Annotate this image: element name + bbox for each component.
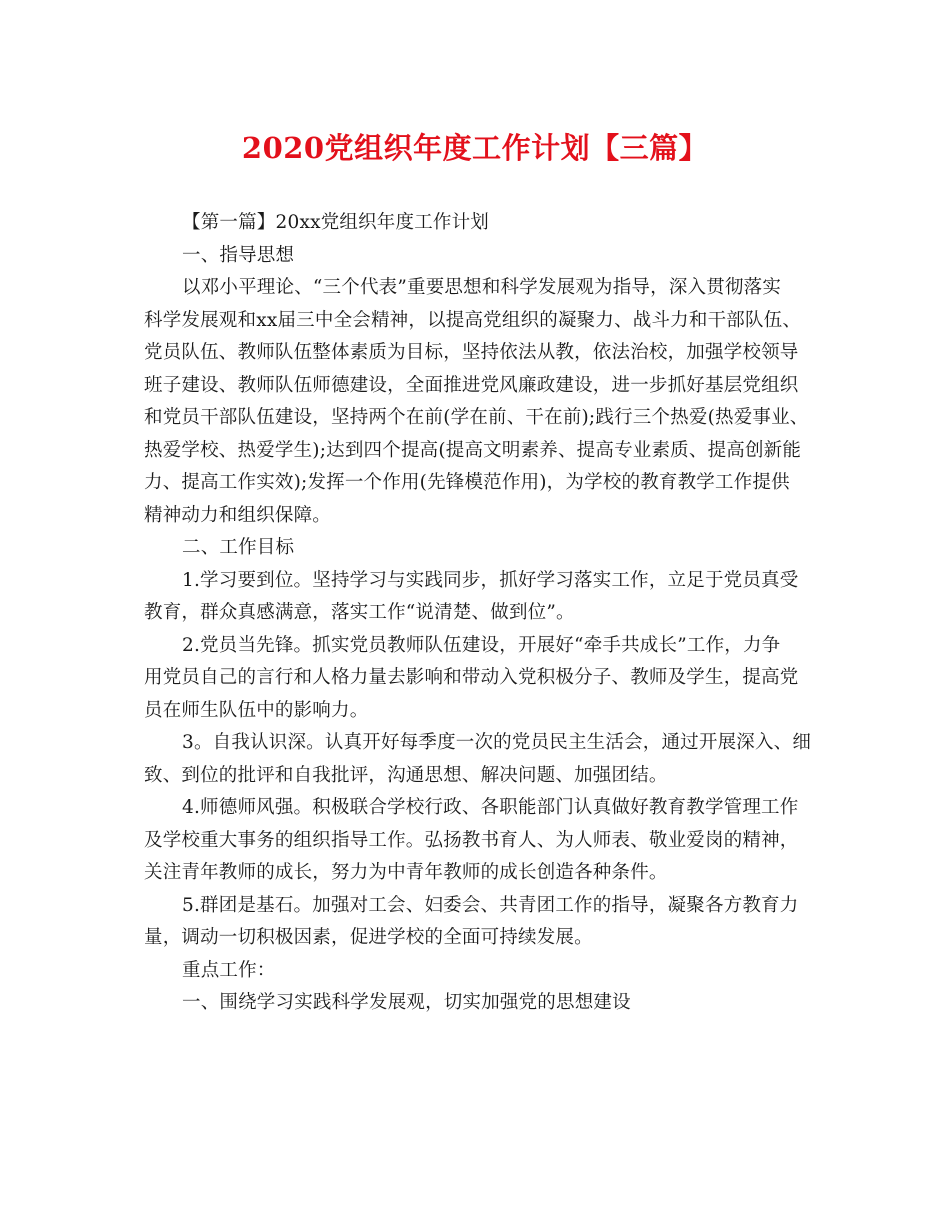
text-line: 教育，群众真感满意，落实工作“说清楚、做到位”。 xyxy=(144,602,575,623)
text-line: 员在师生队伍中的影响力。 xyxy=(144,699,369,721)
text-line: 3。自我认识深。认真开好每季度一次的党员民主生活会，通过开展深入、细 xyxy=(182,732,812,753)
text-line: 热爱学校、热爱学生);达到四个提高(提高文明素养、提高专业素质、提高创新能 xyxy=(144,439,802,461)
text-line: 用党员自己的言行和人格力量去影响和带动入党积极分子、教师及学生，提高党 xyxy=(144,667,799,688)
text-line: 二、工作目标 xyxy=(182,537,295,558)
text-line: 和党员干部队伍建设，坚持两个在前(学在前、干在前);践行三个热爱(热爱事业、 xyxy=(144,407,809,428)
text-line: 以邓小平理论、“三个代表”重要思想和科学发展观为指导，深入贯彻落实 xyxy=(182,277,782,298)
text-line: 4.师德师风强。积极联合学校行政、各职能部门认真做好教育教学管理工作 xyxy=(182,797,799,818)
text-line: 2.党员当先锋。抓实党员教师队伍建设，开展好“牵手共成长”工作，力争 xyxy=(182,634,781,656)
text-line: 量，调动一切积极因素，促进学校的全面可持续发展。 xyxy=(144,927,593,948)
text-line: 关注青年教师的成长，努力为中青年教师的成长创造各种条件。 xyxy=(144,862,668,883)
document-body xyxy=(144,207,812,1020)
text-line: 科学发展观和xx届三中全会精神，以提高党组织的凝聚力、战斗力和干部队伍、 xyxy=(144,309,802,331)
document-title: 2020党组织年度工作计划【三篇】 xyxy=(241,131,709,165)
text-line: 班子建设、教师队伍师德建设，全面推进党风廉政建设，进一步抓好基层党组织 xyxy=(144,374,799,396)
text-line: 1.学习要到位。坚持学习与实践同步，抓好学习落实工作，立足于党员真受 xyxy=(182,569,799,591)
text-line: 致、到位的批评和自我批评，沟通思想、解决问题、加强团结。 xyxy=(144,764,668,786)
text-line: 【第一篇】20xx党组织年度工作计划 xyxy=(182,212,490,233)
text-line: 一、指导思想 xyxy=(182,244,295,266)
text-line: 力、提高工作实效);发挥一个作用(先锋模范作用)，为学校的教育教学工作提供 xyxy=(144,472,790,493)
text-line: 一、围绕学习实践科学发展观，切实加强党的思想建设 xyxy=(182,992,631,1013)
text-line: 党员队伍、教师队伍整体素质为目标，坚持依法从教，依法治校，加强学校领导 xyxy=(144,342,799,363)
text-line: 及学校重大事务的组织指导工作。弘扬教书育人、为人师表、敬业爱岗的精神， xyxy=(144,829,799,851)
text-line: 重点工作： xyxy=(182,959,276,981)
text-line: 精神动力和组织保障。 xyxy=(144,504,332,526)
text-line: 5.群团是基石。加强对工会、妇委会、共青团工作的指导，凝聚各方教育力 xyxy=(182,894,799,916)
